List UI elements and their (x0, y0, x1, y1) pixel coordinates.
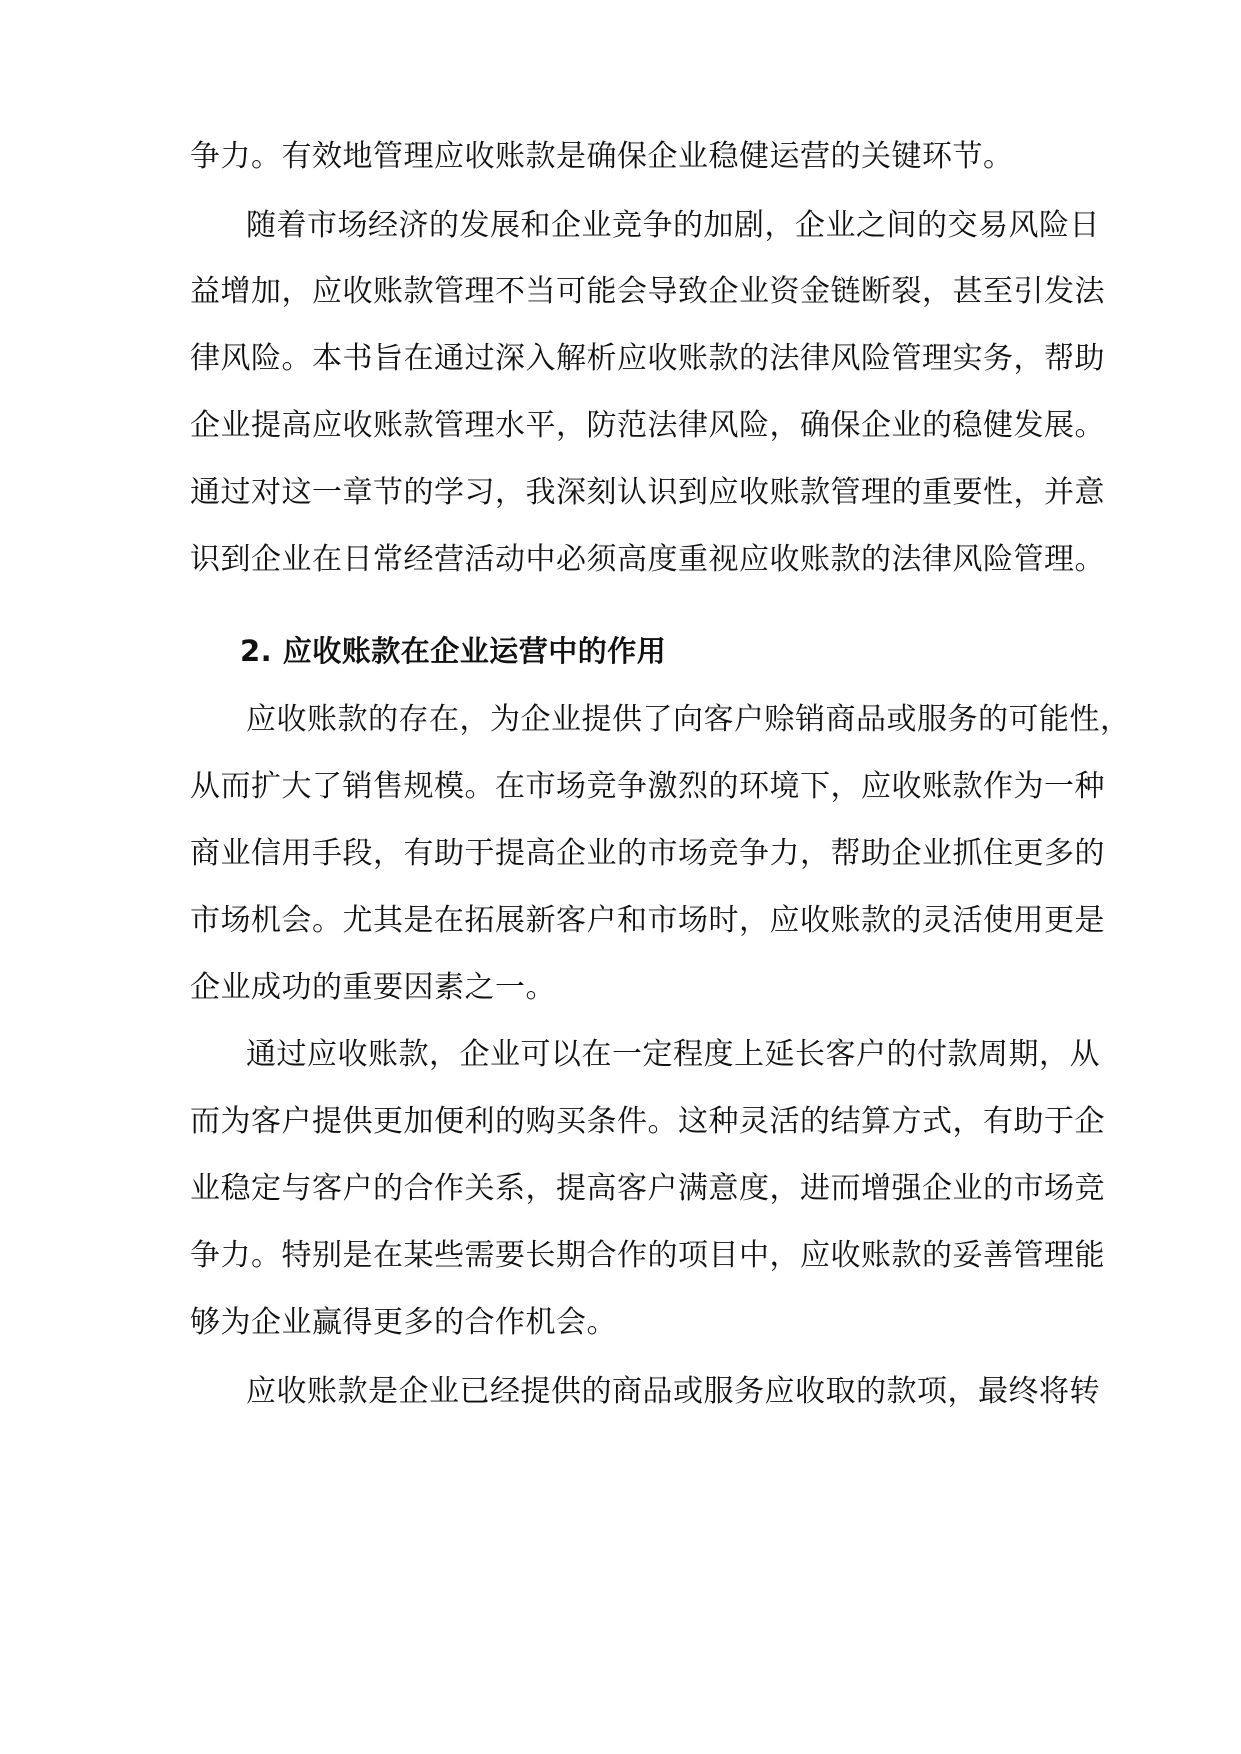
body-text-line: 业稳定与客户的合作关系，提高客户满意度，进而增强企业的市场竞 (190, 1171, 1105, 1206)
body-text-line: 从而扩大了销售规模。在市场竞争激烈的环境下，应收账款作为一种 (190, 769, 1105, 804)
body-text-line: 企业提高应收账款管理水平，防范法律风险，确保企业的稳健发展。 (190, 408, 1105, 443)
body-text-line: 够为企业赢得更多的合作机会。 (190, 1305, 617, 1340)
body-text-line: 律风险。本书旨在通过深入解析应收账款的法律风险管理实务，帮助 (190, 341, 1105, 376)
body-text-line: 识到企业在日常经营活动中必须高度重视应收账款的法律风险管理。 (190, 542, 1105, 577)
body-text-line: 争力。有效地管理应收账款是确保企业稳健运营的关键环节。 (190, 139, 1014, 174)
body-text-line: 商业信用手段，有助于提高企业的市场竞争力，帮助企业抓住更多的 (190, 836, 1105, 871)
paragraph-first-line: 应收账款的存在，为企业提供了向客户赊销商品或服务的可能性， (246, 702, 1131, 737)
paragraph-first-line: 随着市场经济的发展和企业竞争的加剧，企业之间的交易风险日 (246, 208, 1100, 243)
paragraph-first-line: 应收账款是企业已经提供的商品或服务应收取的款项，最终将转 (246, 1374, 1100, 1409)
body-text-line: 市场机会。尤其是在拓展新客户和市场时，应收账款的灵活使用更是 (190, 903, 1105, 938)
body-text-line: 争力。特别是在某些需要长期合作的项目中，应收账款的妥善管理能 (190, 1238, 1105, 1273)
body-text-line: 企业成功的重要因素之一。 (190, 970, 556, 1005)
section-heading: 2. 应收账款在企业运营中的作用 (240, 634, 667, 668)
body-text-line: 通过对这一章节的学习，我深刻认识到应收账款管理的重要性，并意 (190, 475, 1105, 510)
body-text-line: 益增加，应收账款管理不当可能会导致企业资金链断裂，甚至引发法 (190, 274, 1105, 309)
paragraph-first-line: 通过应收账款，企业可以在一定程度上延长客户的付款周期，从 (246, 1037, 1100, 1072)
body-text-line: 而为客户提供更加便利的购买条件。这种灵活的结算方式，有助于企 (190, 1104, 1105, 1139)
